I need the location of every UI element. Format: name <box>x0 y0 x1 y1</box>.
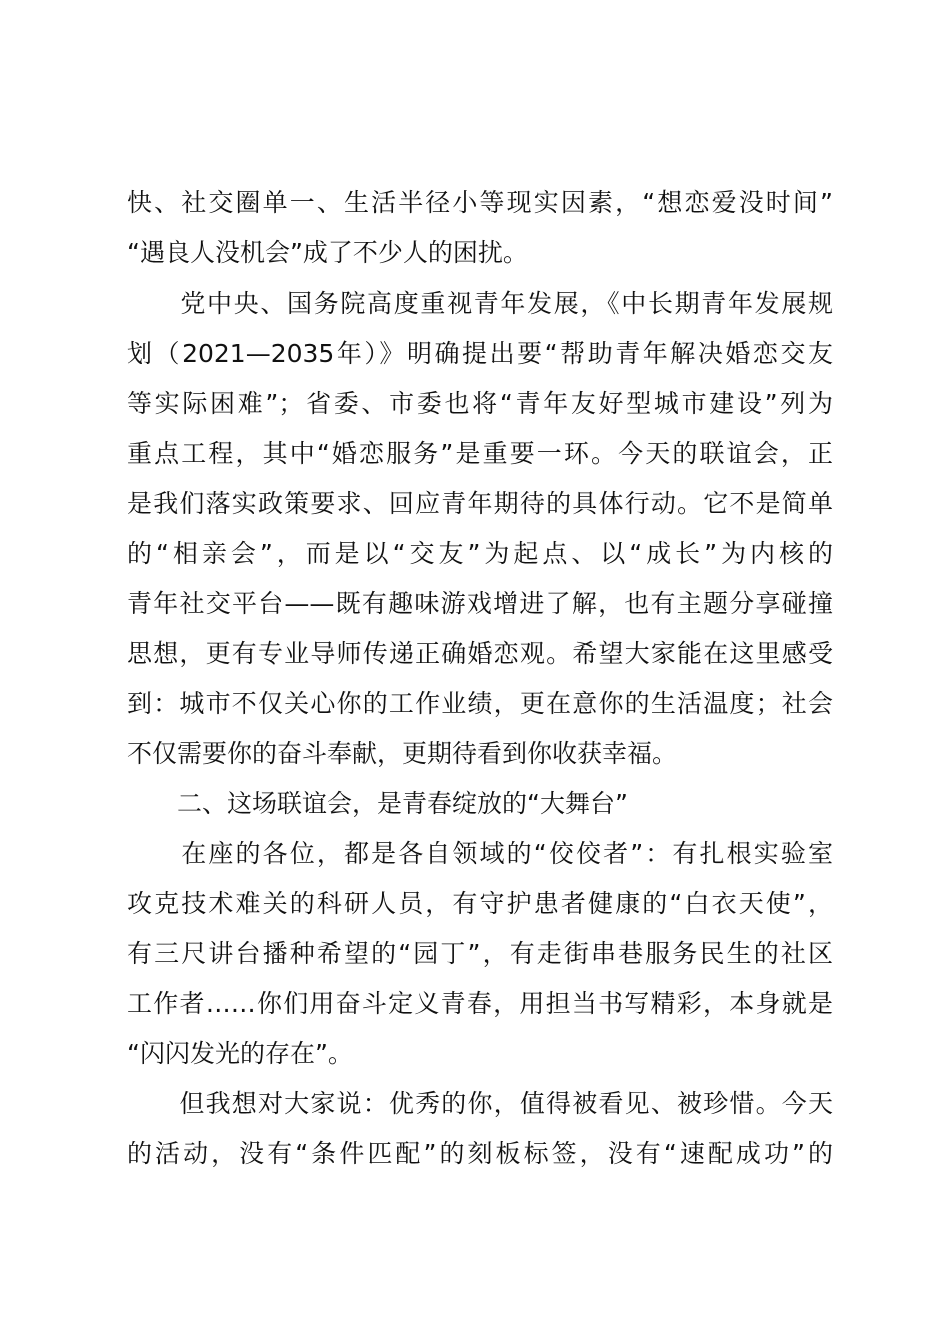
section-heading: 二、这场联谊会，是青春绽放的“大舞台” <box>127 789 628 818</box>
body-line-12: 不仅需要你的奋斗奉献，更期待看到你收获幸福。 <box>127 739 678 768</box>
body-line-7: 是我们落实政策要求、回应青年期待的具体行动。它不是简单 <box>127 489 833 518</box>
body-line-6: 重点工程，其中“婚恋服务”是重要一环。今天的联谊会，正 <box>127 439 833 468</box>
body-line-2: “遇良人没机会”成了不少人的困扰。 <box>127 238 528 267</box>
body-line-8: 的“相亲会”，而是以“交友”为起点、以“成长”为内核的 <box>127 539 833 568</box>
body-line-10: 思想，更有专业导师传递正确婚恋观。希望大家能在这里感受 <box>127 639 833 668</box>
body-line-20: 的活动，没有“条件匹配”的刻板标签，没有“速配成功”的 <box>127 1139 833 1168</box>
body-line-19: 但我想对大家说：优秀的你，值得被看见、被珍惜。今天 <box>127 1089 833 1118</box>
body-line-1: 快、社交圈单一、生活半径小等现实因素，“想恋爱没时间” <box>127 188 833 217</box>
body-line-3: 党中央、国务院高度重视青年发展，《中长期青年发展规 <box>127 289 833 318</box>
body-line-16: 有三尺讲台播种希望的“园丁”，有走街串巷服务民生的社区 <box>127 939 833 968</box>
body-line-17: 工作者……你们用奋斗定义青春，用担当书写精彩，本身就是 <box>127 989 833 1018</box>
body-line-9: 青年社交平台——既有趣味游戏增进了解，也有主题分享碰撞 <box>127 589 833 618</box>
body-line-5: 等实际困难”；省委、市委也将“青年友好型城市建设”列为 <box>127 389 833 418</box>
body-line-15: 攻克技术难关的科研人员，有守护患者健康的“白衣天使”， <box>127 889 833 918</box>
body-line-14: 在座的各位，都是各自领域的“佼佼者”：有扎根实验室 <box>127 839 833 868</box>
body-line-18: “闪闪发光的存在”。 <box>127 1039 353 1068</box>
body-line-4: 划（2021—2035年）》明确提出要“帮助青年解决婚恋交友 <box>127 339 833 368</box>
body-line-11: 到：城市不仅关心你的工作业绩，更在意你的生活温度；社会 <box>127 689 833 718</box>
